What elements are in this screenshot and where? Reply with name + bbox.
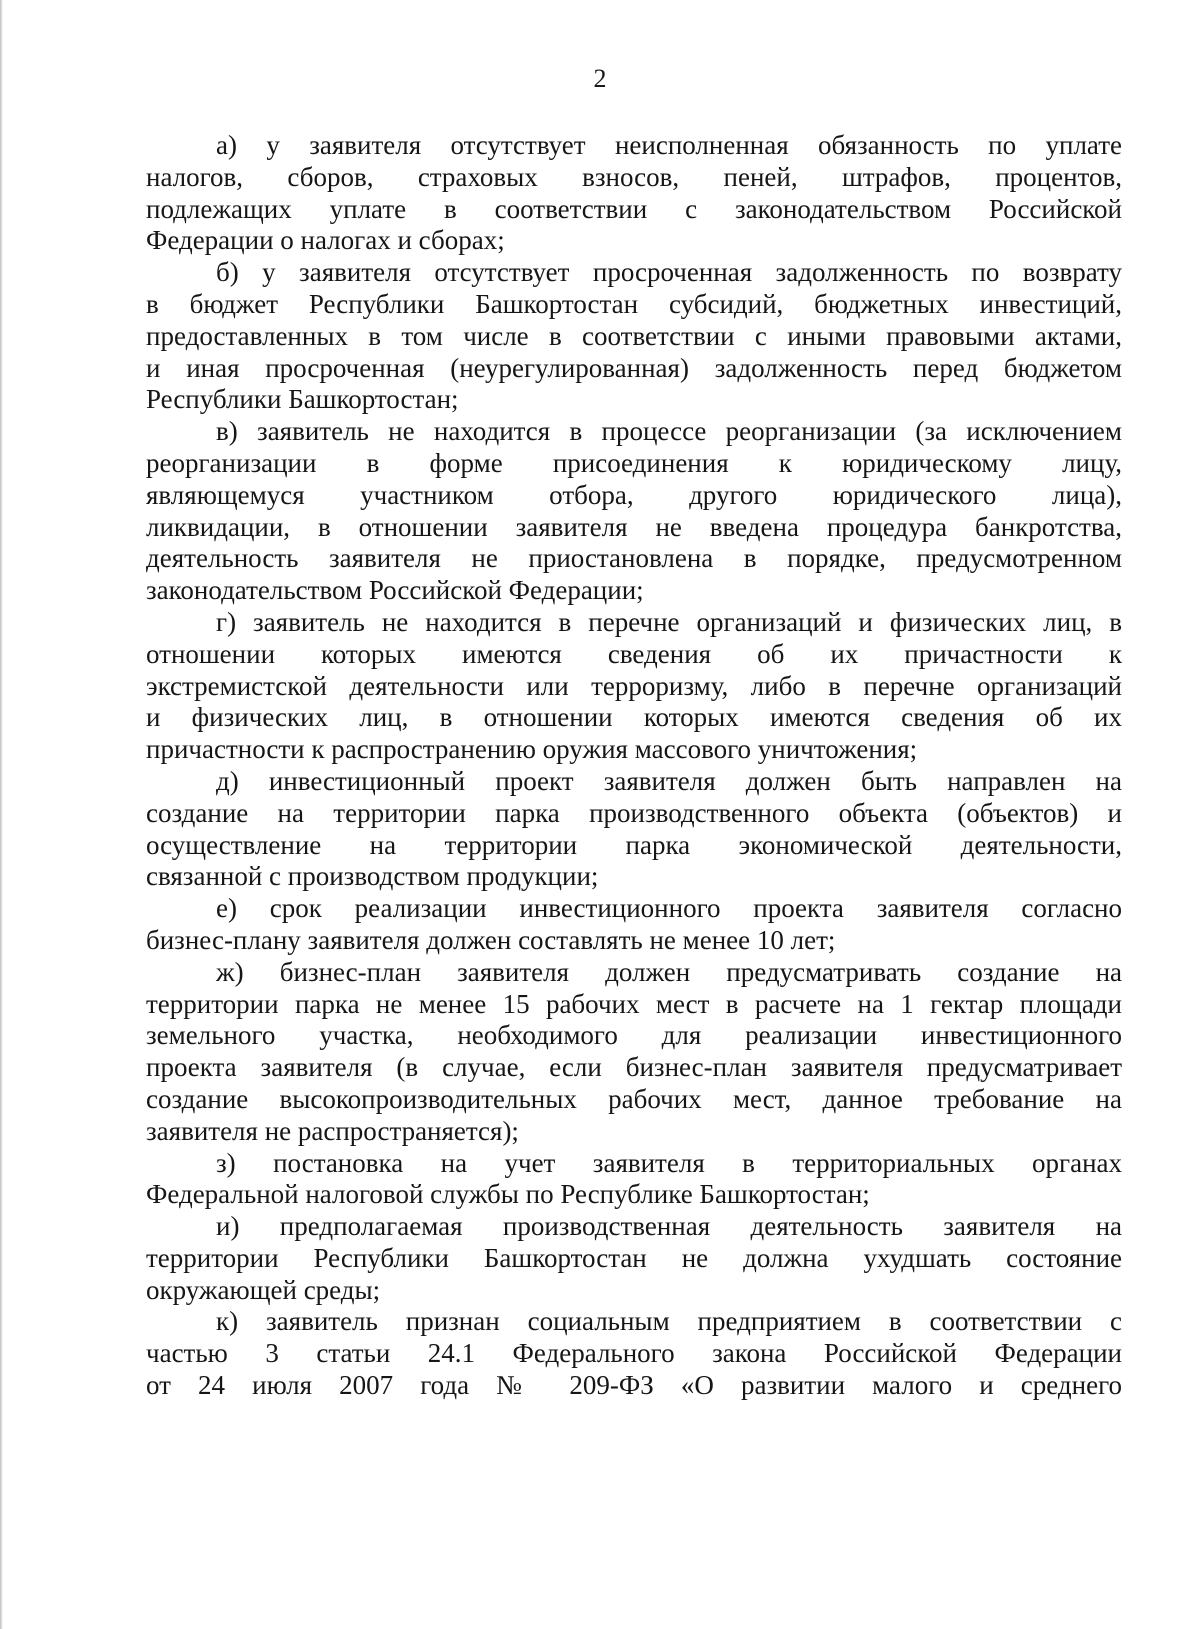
text-line: е) срок реализации инвестиционного проекта заявителя согласно bbox=[216, 893, 1122, 924]
text-line: ликвидации, в отношении заявителя не введена процедура банкротства, bbox=[146, 511, 1122, 542]
page-number: 2 bbox=[593, 64, 607, 93]
text-line: земельного участка, необходимого для реализации инвестиционного bbox=[146, 1020, 1122, 1051]
text-line: создание на территории парка производственного объекта (объектов) и bbox=[146, 797, 1122, 828]
text-line: причастности к распространению оружия массового уничтожения; bbox=[146, 734, 918, 765]
text-line: в бюджет Республики Башкортостан субсидий, бюджетных инвестиций, bbox=[146, 288, 1122, 319]
page-edge-shadow bbox=[0, 0, 3, 1629]
text-line: создание высокопроизводительных рабочих мест, данное требование на bbox=[146, 1083, 1122, 1114]
text-line: з) постановка на учет заявителя в территориальных органах bbox=[216, 1147, 1122, 1178]
text-line: являющемуся участником отбора, другого юридического лица), bbox=[146, 479, 1122, 510]
text-line: бизнес-плану заявителя должен составлять не менее 10 лет; bbox=[146, 924, 836, 955]
text-line: деятельность заявителя не приостановлена в порядке, предусмотренном bbox=[146, 543, 1122, 574]
text-line: заявителя не распространяется); bbox=[146, 1115, 519, 1146]
text-line: и) предполагаемая производственная деятельность заявителя на bbox=[216, 1211, 1122, 1242]
text-line: и иная просроченная (неурегулированная) задолженность перед бюджетом bbox=[146, 352, 1122, 383]
text-line: а) у заявителя отсутствует неисполненная обязанность по уплате bbox=[216, 130, 1122, 160]
text-line: д) инвестиционный проект заявителя должен быть направлен на bbox=[216, 765, 1122, 796]
text-line: б) у заявителя отсутствует просроченная задолженность по возврату bbox=[216, 257, 1122, 288]
text-line: ж) бизнес-план заявителя должен предусматривать создание на bbox=[216, 956, 1122, 987]
text-line: и физических лиц, в отношении которых имеются сведения об их bbox=[146, 702, 1122, 733]
text-line: отношении которых имеются сведения об их причастности к bbox=[146, 638, 1122, 669]
text-line: реорганизации в форме присоединения к юридическому лицу, bbox=[146, 447, 1122, 478]
text-line: окружающей среды; bbox=[146, 1274, 381, 1305]
text-line: Федерации о налогах и сборах; bbox=[146, 225, 505, 256]
text-line: законодательством Российской Федерации; bbox=[146, 575, 644, 606]
text-line: Республики Башкортостан; bbox=[146, 384, 459, 415]
text-line: связанной с производством продукции; bbox=[146, 861, 599, 892]
text-line: Федеральной налоговой службы по Республике Башкортостан; bbox=[146, 1179, 870, 1210]
text-line: проекта заявителя (в случае, если бизнес-план заявителя предусматривает bbox=[146, 1052, 1122, 1083]
text-line: налогов, сборов, страховых взносов, пеней, штрафов, процентов, bbox=[146, 161, 1122, 192]
text-line: территории Республики Башкортостан не должна ухудшать состояние bbox=[146, 1242, 1122, 1273]
text-line: подлежащих уплате в соответствии с законодательством Российской bbox=[146, 193, 1122, 224]
text-line: частью 3 статьи 24.1 Федерального закона Российской Федерации bbox=[146, 1338, 1122, 1369]
text-line: в) заявитель не находится в процессе реорганизации (за исключением bbox=[216, 416, 1122, 447]
text-line: к) заявитель признан социальным предприятием в соответствии с bbox=[216, 1306, 1122, 1337]
text-line: осуществление на территории парка экономической деятельности, bbox=[146, 829, 1122, 860]
document-body bbox=[146, 130, 1122, 1402]
text-line: от 24 июля 2007 года № 209-ФЗ «О развитии малого и среднего bbox=[146, 1370, 1122, 1401]
text-line: предоставленных в том числе в соответствии с иными правовыми актами, bbox=[146, 320, 1122, 351]
text-line: г) заявитель не находится в перечне организаций и физических лиц, в bbox=[216, 606, 1122, 637]
text-line: экстремистской деятельности или терроризму, либо в перечне организаций bbox=[146, 670, 1122, 701]
text-line: территории парка не менее 15 рабочих мест в расчете на 1 гектар площади bbox=[146, 988, 1122, 1019]
